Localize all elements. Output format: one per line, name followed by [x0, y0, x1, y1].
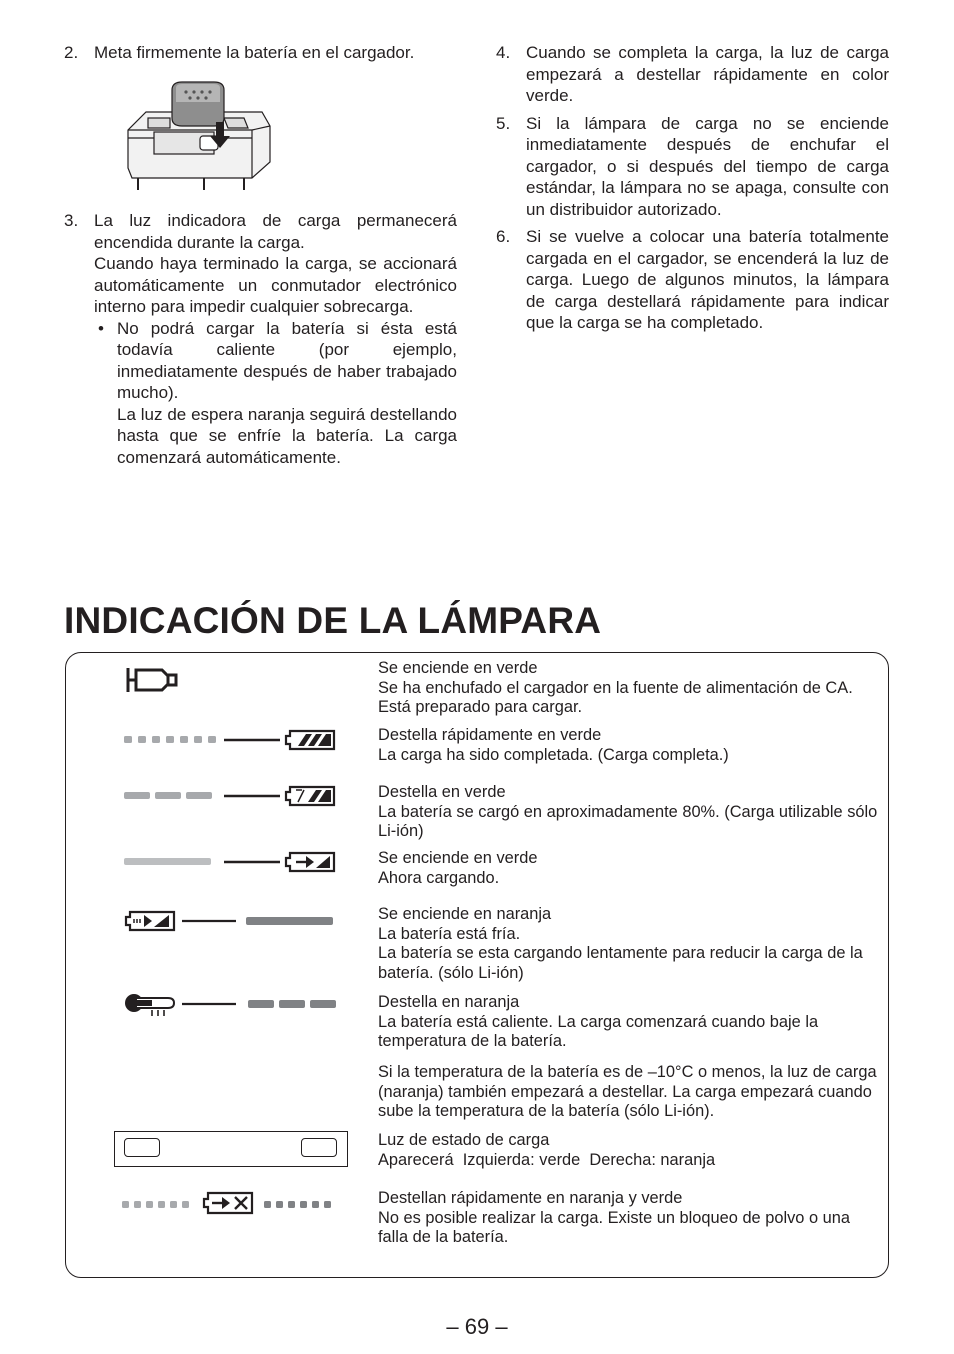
steady-on-indicator-orange — [178, 908, 338, 934]
left-column-lower — [64, 210, 457, 468]
lamp-row-title: Destella rápidamente en verde — [378, 726, 602, 744]
charger-illustration — [124, 78, 274, 196]
lamp-row-6 — [378, 993, 878, 1052]
battery-80-icon — [284, 783, 338, 809]
lamp-row-desc: La carga ha sido completada. (Carga completa.) — [378, 745, 729, 764]
battery-full-icon — [284, 727, 338, 753]
lamp-row-4 — [378, 849, 878, 888]
thermometer-icon — [122, 989, 178, 1019]
lamp-row-desc: Ahora cargando. — [378, 868, 500, 887]
page-number: – 69 – — [446, 1314, 508, 1339]
lamp-row-8 — [378, 1189, 878, 1248]
step-text: Si se vuelve a colocar una batería totalmente cargada en el cargador, se encenderá la luz de carga. Luego de algunos minutos, la lámpara de carga destellará rápidamente para indicar que la carga se ha completado. — [526, 227, 889, 332]
battery-cold-icon — [124, 908, 178, 934]
lamp-row-desc: La batería está fría. — [378, 924, 521, 943]
bullet-text-continued: La luz de espera naranja seguirá destellando hasta que se enfríe la batería. La carga comenzará automáticamente. — [117, 404, 457, 467]
temperature-note: Si la temperatura de la batería es de –10°C o menos, la luz de carga (naranja) también empezará a destellar. La carga empezará cuando sube la temperatura de la batería (sólo Li-ión). — [378, 1063, 877, 1120]
step-3 — [64, 210, 457, 468]
bullet-text: No podrá cargar la batería si ésta está todavía caliente (por ejemplo, inmediatamente después de haber trabajado mucho). — [117, 318, 457, 402]
step-number: 3. — [64, 211, 79, 230]
bullet-item — [94, 318, 457, 469]
step-number: 5. — [496, 113, 511, 133]
lamp-row-title: Se enciende en verde — [378, 849, 538, 867]
bullet-marker: • — [98, 318, 104, 338]
step-text: La luz indicadora de carga permanecerá encendida durante la carga. — [94, 211, 457, 252]
step-5 — [496, 113, 889, 221]
lamp-row-desc: Aparecerá Izquierda: verde Derecha: naranja — [378, 1150, 716, 1169]
step-2 — [64, 42, 457, 64]
step-text-continued: Cuando haya terminado la carga, se accionará automáticamente un conmutador electrónico interno para impedir cualquier sobrecarga. — [94, 254, 457, 316]
lamp-row-desc: Se ha enchufado el cargador en la fuente de alimentación de CA. Está preparado para cargar. — [378, 678, 853, 716]
section-title: INDICACIÓN DE LA LÁMPARA — [64, 600, 602, 641]
step-number: 2. — [64, 43, 79, 62]
step-text: Meta firmemente la batería en el cargador. — [94, 43, 415, 62]
lamp-row-desc: La batería se cargó en aproximadamente 80%. (Carga utilizable sólo Li-ión) — [378, 802, 878, 840]
right-lamp — [301, 1138, 337, 1157]
lamp-row-title: Destella en verde — [378, 783, 506, 801]
lamp-row-title: Luz de estado de carga — [378, 1131, 550, 1149]
battery-error-icon — [202, 1189, 256, 1217]
step-number: 6. — [496, 227, 511, 246]
status-lamps-icon — [114, 1131, 348, 1167]
battery-charging-icon — [284, 849, 338, 875]
step-4 — [496, 42, 889, 107]
lamp-indication-table — [65, 652, 889, 1278]
left-column — [64, 42, 457, 64]
lamp-row-desc: La batería está caliente. La carga comenzará cuando baje la temperatura de la batería. — [378, 1012, 819, 1050]
step-number: 4. — [496, 43, 511, 62]
lamp-row-title: Se enciende en verde — [378, 659, 538, 677]
right-column — [496, 42, 889, 334]
lamp-row-title: Destella en naranja — [378, 993, 520, 1011]
step-text: Si la lámpara de carga no se enciende inmediatamente después de enchufar el cargador, o si después del tiempo de carga estándar, la lámpara no se apaga, consulte con un distribuidor autorizado. — [526, 113, 889, 219]
plug-icon — [124, 665, 180, 695]
lamp-row-5 — [378, 905, 878, 983]
lamp-row-desc-continued: La batería se esta cargando lentamente para reducir la carga de la batería. (sólo Li-ión) — [378, 944, 863, 982]
lamp-row-title: Se enciende en naranja — [378, 905, 552, 923]
lamp-row-1 — [378, 659, 878, 718]
lamp-row-7 — [378, 1131, 878, 1170]
lamp-row-2 — [378, 726, 878, 765]
step-text: Cuando se completa la carga, la luz de carga empezará a destellar rápidamente en color verde. — [526, 43, 889, 105]
step-6 — [496, 226, 889, 334]
left-lamp — [124, 1138, 160, 1157]
lamp-row-desc: No es posible realizar la carga. Existe un bloqueo de polvo o una falla de la batería. — [378, 1208, 850, 1246]
lamp-row-title: Destellan rápidamente en naranja y verde — [378, 1189, 683, 1207]
slow-flash-indicator-orange — [178, 991, 340, 1017]
lamp-row-3 — [378, 783, 878, 842]
